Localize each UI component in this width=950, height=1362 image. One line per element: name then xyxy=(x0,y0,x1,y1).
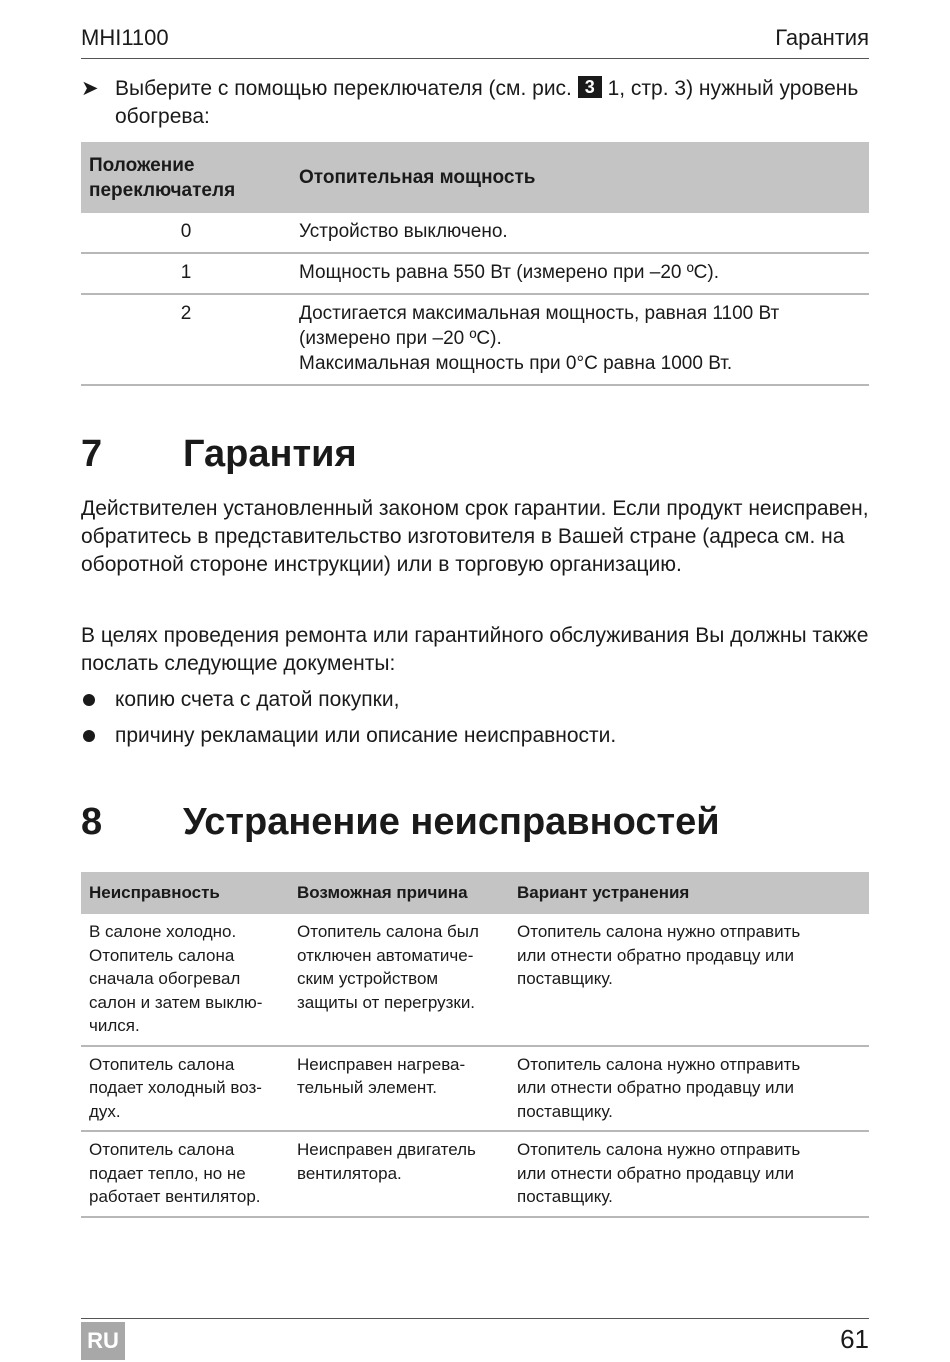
arrow-icon: ➤ xyxy=(81,77,99,100)
power-line: Достигается максимальная мощность, равная 1100 Вт xyxy=(299,303,780,324)
instruction-text-after: 1, стр. 3) нужный уровень обогрева: xyxy=(115,77,859,128)
table-row xyxy=(81,294,869,385)
power-cell xyxy=(291,253,869,294)
power-line: Мощность равна 550 Вт (измерено при –20 ºC). xyxy=(299,262,719,283)
figure-number-badge: 3 xyxy=(578,76,602,98)
troubleshooting-table xyxy=(81,872,869,1218)
instruction-step xyxy=(81,75,869,131)
table-header-row xyxy=(81,142,869,213)
column-header-position: Положение переключателя xyxy=(81,142,291,213)
table-row xyxy=(81,914,869,1046)
table-row xyxy=(81,1131,869,1217)
cell-line: Отопитель салона нужно отправить xyxy=(517,1054,801,1074)
running-title: Гарантия xyxy=(775,25,869,50)
instruction-text xyxy=(115,75,869,131)
remedy-cell xyxy=(509,914,869,1046)
documents-paragraph: В целях проведения ремонта или гарантийного обслуживания Вы должны также послать следующие документы: xyxy=(81,624,869,675)
cell-line: вентилятора. xyxy=(297,1163,402,1183)
power-line: Максимальная мощность при 0°C равна 1000 Вт. xyxy=(299,353,733,374)
warranty-paragraph: Действителен установленный законом срок гарантии. Если продукт неисправен, обратитесь в представительство изготовителя в Вашей стране (адреса см. на оборотной стороне инструкции) или в торговую организацию. xyxy=(81,497,869,576)
cell-line: подает тепло, но не xyxy=(89,1163,246,1183)
table-row xyxy=(81,213,869,253)
list-item xyxy=(81,722,869,750)
cell-line: поставщику. xyxy=(517,969,613,988)
cell-line: поставщику. xyxy=(517,1101,613,1121)
instruction-text-before: Выберите с помощью переключателя (см. рис. xyxy=(115,77,572,100)
cell-line: поставщику. xyxy=(517,1187,613,1206)
cause-cell xyxy=(289,1046,509,1132)
column-header-fault: Неисправность xyxy=(81,872,289,914)
remedy-cell xyxy=(509,1046,869,1132)
cell-line: Неисправен нагрева- xyxy=(297,1054,466,1074)
switch-position-table xyxy=(81,142,869,386)
column-header-remedy: Вариант устранения xyxy=(509,872,869,914)
position-cell: 2 xyxy=(81,294,291,385)
page-header xyxy=(81,25,869,59)
remedy-cell xyxy=(509,1131,869,1217)
bullet-icon xyxy=(83,694,95,706)
bullet-icon xyxy=(83,730,95,742)
cell-line: салон и затем выклю- xyxy=(89,992,263,1012)
cell-line: Отопитель салона нужно отправить xyxy=(517,922,801,941)
column-header-power: Отопительная мощность xyxy=(291,142,869,213)
list-item xyxy=(81,686,869,714)
cell-line: чился. xyxy=(89,1016,140,1035)
cell-line: отключен автоматиче- xyxy=(297,945,474,965)
page-number: 61 xyxy=(840,1324,869,1354)
table-row xyxy=(81,253,869,294)
section-number: 7 xyxy=(81,433,103,475)
list-item-text: причину рекламации или описание неисправности. xyxy=(115,724,617,747)
cell-line: Отопитель салона xyxy=(89,1140,235,1159)
cause-cell xyxy=(289,1131,509,1217)
position-cell: 1 xyxy=(81,253,291,294)
cell-line: Отопитель салона xyxy=(89,945,235,965)
cell-line: Отопитель салона xyxy=(89,1054,235,1074)
cell-line: Отопитель салона нужно отправить xyxy=(517,1140,801,1159)
cell-line: подает холодный воз- xyxy=(89,1078,262,1097)
power-cell xyxy=(291,294,869,385)
fault-cell xyxy=(81,1131,289,1217)
table-row xyxy=(81,1046,869,1132)
cell-line: или отнести обратно продавцу или xyxy=(517,1163,794,1183)
cell-line: Неисправен двигатель xyxy=(297,1140,476,1159)
power-line: Устройство выключено. xyxy=(299,221,508,242)
fault-cell xyxy=(81,1046,289,1132)
cause-cell xyxy=(289,914,509,1046)
model-name: MHI1100 xyxy=(81,25,169,50)
cell-line: дух. xyxy=(89,1101,121,1121)
cell-line: ским устройством xyxy=(297,969,439,988)
section-title: Гарантия xyxy=(183,433,357,475)
page-footer xyxy=(81,1318,869,1360)
cell-line: сначала обогревал xyxy=(89,969,241,988)
cell-line: тельный элемент. xyxy=(297,1078,437,1097)
power-cell xyxy=(291,213,869,253)
position-cell: 0 xyxy=(81,213,291,253)
fault-cell xyxy=(81,914,289,1046)
cell-line: В салоне холодно. xyxy=(89,922,237,941)
cell-line: или отнести обратно продавцу или xyxy=(517,1078,794,1097)
section-number: 8 xyxy=(81,801,103,843)
list-item-text: копию счета с датой покупки, xyxy=(115,688,400,711)
cell-line: работает вентилятор. xyxy=(89,1187,261,1206)
table-header-row xyxy=(81,872,869,914)
power-line: (измерено при –20 ºC). xyxy=(299,328,502,349)
language-badge: RU xyxy=(81,1322,125,1360)
cell-line: защиты от перегрузки. xyxy=(297,992,476,1012)
cell-line: Отопитель салона был xyxy=(297,922,479,941)
cell-line: или отнести обратно продавцу или xyxy=(517,945,794,965)
column-header-cause: Возможная причина xyxy=(289,872,509,914)
section-title: Устранение неисправностей xyxy=(183,801,720,843)
